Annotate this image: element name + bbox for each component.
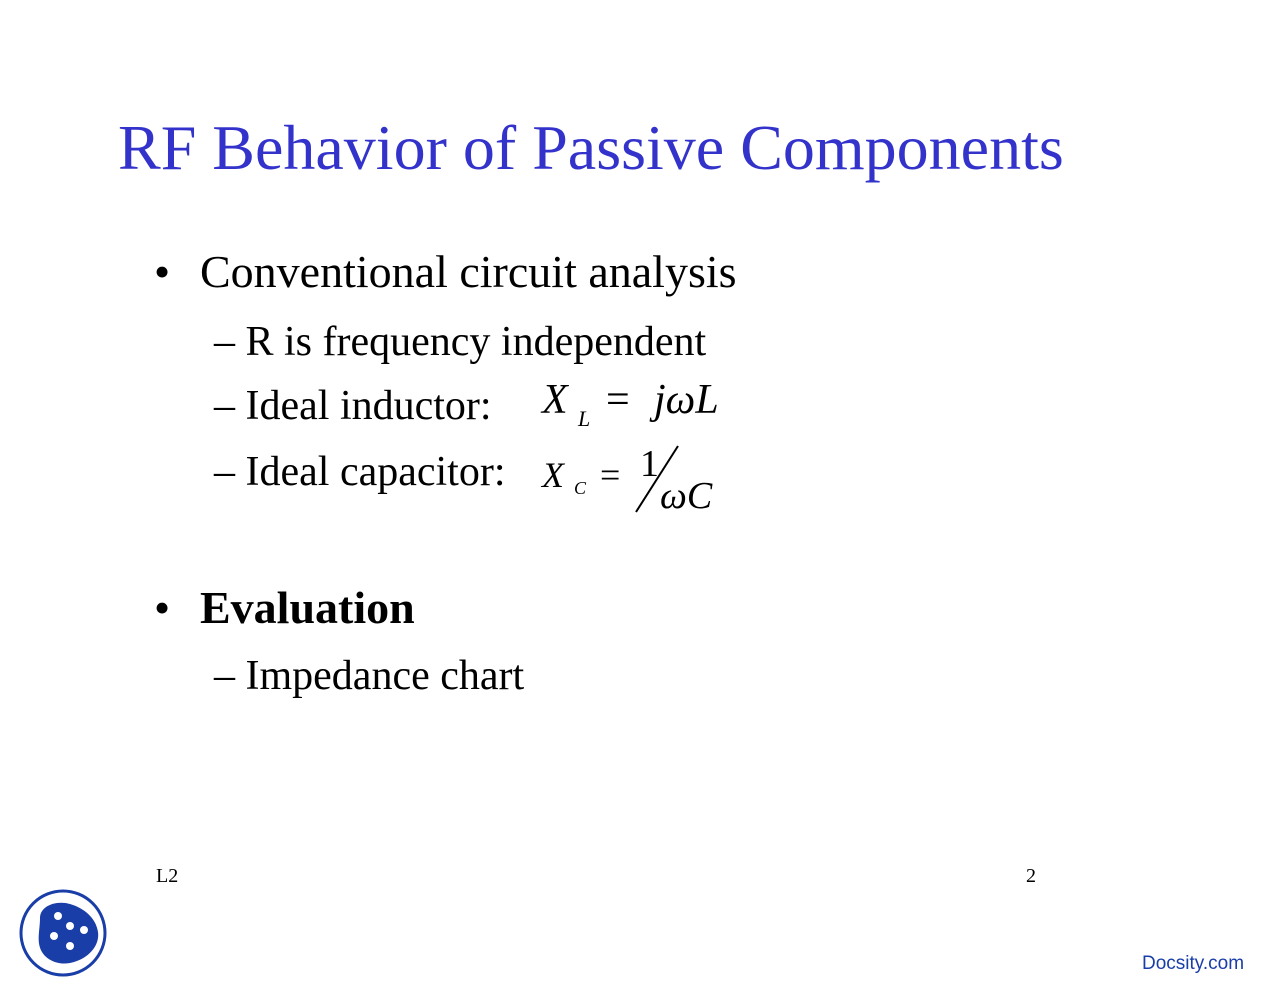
subitem-impedance-chart xyxy=(214,650,524,702)
inductor-formula xyxy=(542,376,742,436)
footer-left: L2 xyxy=(156,865,179,887)
subitem-ideal-inductor xyxy=(214,380,492,432)
subitem-dash: – xyxy=(214,319,235,365)
bullet-1-text: Conventional circuit analysis xyxy=(200,246,737,297)
docsity-brand-link[interactable]: Docsity.com xyxy=(1142,953,1245,974)
formula-lhs: X xyxy=(542,377,568,423)
subitem-text: R is frequency independent xyxy=(245,319,707,365)
formula-denominator: ωC xyxy=(660,475,713,517)
formula-subscript: L xyxy=(578,406,591,431)
formula-lhs: X xyxy=(542,455,564,495)
subitem-text: Impedance chart xyxy=(245,653,525,699)
subitem-dash: – xyxy=(214,449,235,495)
formula-numerator: 1 xyxy=(640,443,659,485)
subitem-dash: – xyxy=(214,383,235,429)
formula-equals: = xyxy=(606,377,630,423)
capacitor-formula xyxy=(540,440,740,520)
subitem-text: Ideal capacitor: xyxy=(245,449,506,495)
slide-number: 2 xyxy=(1026,865,1036,887)
bullet-marker: • xyxy=(154,246,171,297)
formula-subscript: C xyxy=(574,478,587,498)
subitem-text: Ideal inductor: xyxy=(245,383,492,429)
subitem-ideal-capacitor xyxy=(214,446,506,498)
slide-title: RF Behavior of Passive Components xyxy=(118,112,1064,183)
bullet-1 xyxy=(154,244,737,300)
formula-rhs: jωL xyxy=(654,377,719,423)
bullet-2 xyxy=(154,580,415,636)
docsity-logo-icon[interactable] xyxy=(18,888,108,978)
bullet-2-text: Evaluation xyxy=(200,582,415,633)
subitem-r-frequency xyxy=(214,316,706,368)
formula-equals: = xyxy=(600,455,621,495)
bullet-marker: • xyxy=(154,582,171,633)
subitem-dash: – xyxy=(214,653,235,699)
